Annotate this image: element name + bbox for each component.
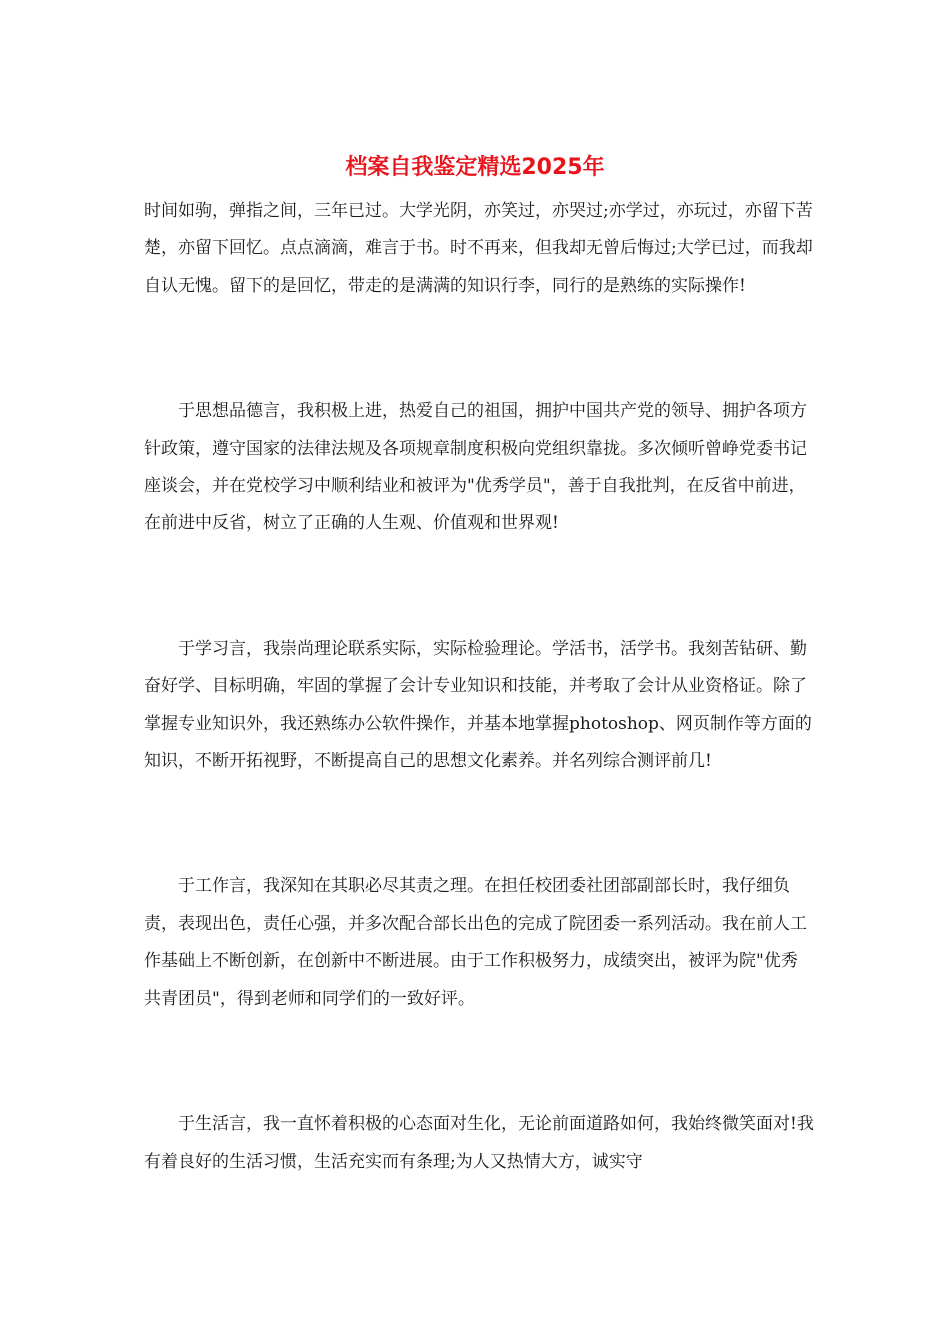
document-title: 档案自我鉴定精选2025年 — [345, 155, 605, 180]
paragraph-spacer — [144, 1018, 814, 1106]
paragraph-intro: 时间如驹，弹指之间，三年已过。大学光阴，亦笑过，亦哭过;亦学过，亦玩过，亦留下苦楚，亦留下回忆。点点滴滴，难言于书。时不再来，但我却无曾后悔过;大学已过，而我却自认无愧。留下的是回忆，带走的是满满的知识行李，同行的是熟练的实际操作! — [144, 201, 813, 296]
paragraph-life: 于生活言，我一直怀着积极的心态面对生化，无论前面道路如何，我始终微笑面对!我有着良好的生活习惯，生活充实而有条理;为人又热情大方，诚实守 — [144, 1114, 814, 1172]
document-body — [144, 193, 814, 1181]
paragraph-spacer — [144, 305, 814, 393]
paragraph-study: 于学习言，我崇尚理论联系实际，实际检验理论。学活书，活学书。我刻苦钻研、勤奋好学、目标明确，牢固的掌握了会计专业知识和技能，并考取了会计从业资格证。除了掌握专业知识外，我还熟练办公软件操作，并基本地掌握photoshop、网页制作等方面的知识，不断开拓视野，不断提高自己的思想文化素养。并名列综合测评前几! — [144, 638, 812, 772]
paragraph-work: 于工作言，我深知在其职必尽其责之理。在担任校团委社团部副部长时，我仔细负责，表现出色，责任心强，并多次配合部长出色的完成了院团委一系列活动。我在前人工作基础上不断创新，在创新中不断进展。由于工作积极努力，成绩突出，被评为院"优秀共青团员"，得到老师和同学们的一致好评。 — [144, 876, 807, 1009]
paragraph-spacer — [144, 543, 814, 631]
paragraph-ideology: 于思想品德言，我积极上进，热爱自己的祖国，拥护中国共产党的领导、拥护各项方针政策，遵守国家的法律法规及各项规章制度积极向党组织靠拢。多次倾听曾峥党委书记座谈会，并在党校学习中顺利结业和被评为"优秀学员"，善于自我批判，在反省中前进，在前进中反省，树立了正确的人生观、价值观和世界观! — [144, 401, 807, 534]
paragraph-spacer — [144, 780, 814, 868]
